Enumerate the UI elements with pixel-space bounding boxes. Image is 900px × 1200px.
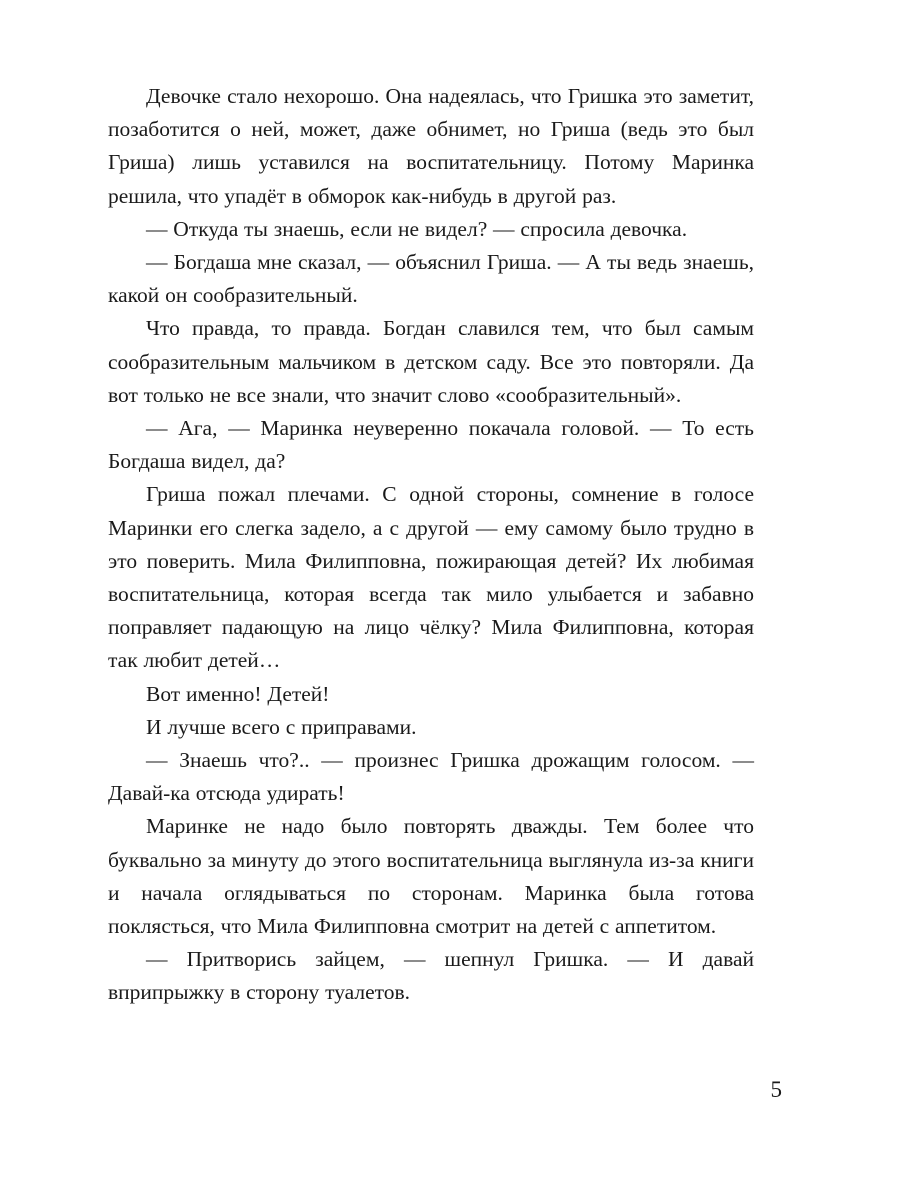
paragraph: Девочке стало нехорошо. Она надеялась, что Гришка это заметит, позаботится о ней, может, даже обнимет, но Гриша (ведь это был Гриша) лишь уставился на воспитательницу. Потому Маринка решила, что упадёт в обморок как-нибудь в другой раз. (108, 84, 754, 208)
paragraph: Вот именно! Детей! (146, 681, 330, 706)
paragraph: И лучше всего с приправами. (146, 714, 417, 739)
paragraph: Гриша пожал плечами. С одной стороны, сомнение в голосе Маринки его слегка задело, а с другой — ему самому было трудно в это поверить. Мила Филипповна, пожирающая детей? Их любимая воспитательница, которая всегда так мило улыбается и забавно поправляет падающую на лицо чёлку? Мила Филипповна, которая так любит детей… (108, 482, 754, 673)
paragraph: — Притворись зайцем, — шепнул Гришка. — И давай вприпрыжку в сторону туалетов. (108, 947, 754, 1005)
paragraph: — Откуда ты знаешь, если не видел? — спросила девочка. (146, 216, 688, 241)
paragraph: — Богдаша мне сказал, — объяснил Гриша. — А ты ведь знаешь, какой он сообразительный. (108, 250, 754, 308)
page-text-body (108, 80, 754, 1010)
paragraph: Что правда, то правда. Богдан славился тем, что был самым сообразительным мальчиком в детском саду. Все это повторяли. Да вот только не все знали, что значит слово «сообразительный». (108, 316, 754, 407)
paragraph: Маринке не надо было повторять дважды. Тем более что буквально за минуту до этого воспитательница выглянула из-за книги и начала оглядываться по сторонам. Маринка была готова поклясться, что Мила Филипповна смотрит на детей с аппетитом. (108, 814, 754, 939)
paragraph: — Знаешь что?.. — произнес Гришка дрожащим голосом. — Давай-ка отсюда удирать! (108, 748, 754, 806)
page-number: 5 (770, 1077, 782, 1102)
paragraph: — Ага, — Маринка неуверенно покачала головой. — То есть Богдаша видел, да? (108, 416, 754, 474)
